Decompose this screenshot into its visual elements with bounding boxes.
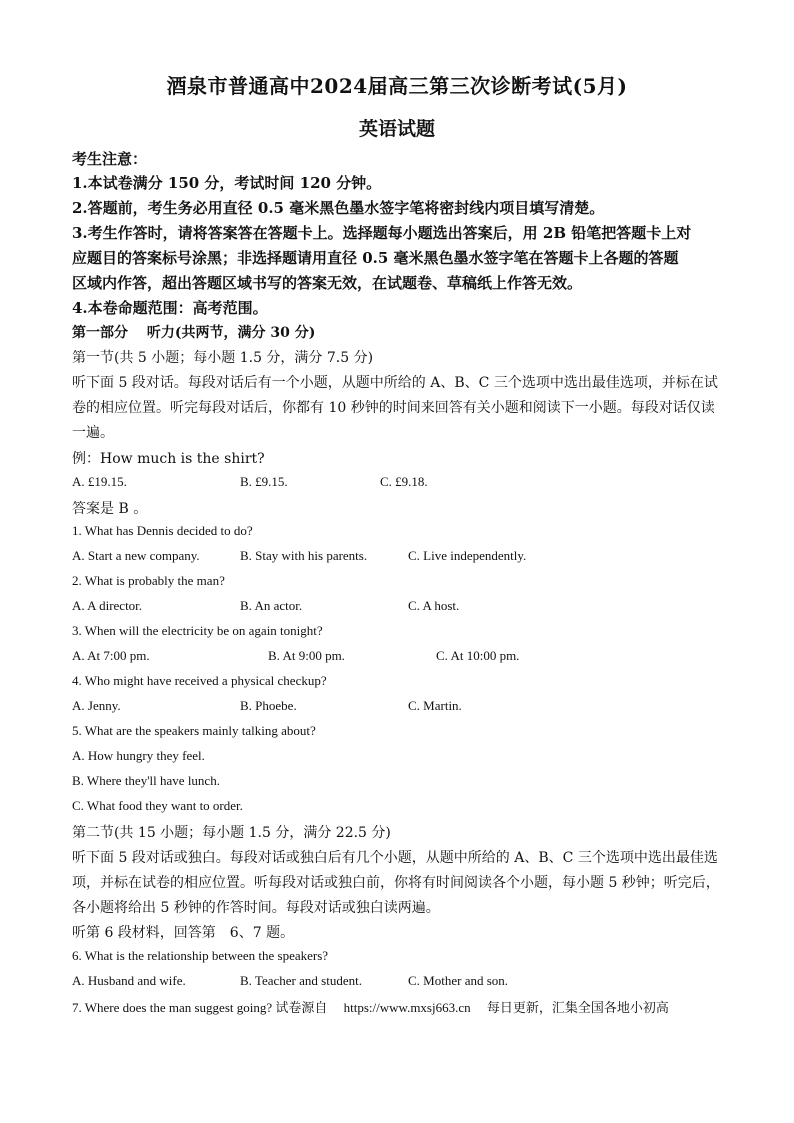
question-4-option-b: B. Phoebe. xyxy=(240,698,297,713)
section2-instructions-line-3: 各小题将给出 5 秒钟的作答时间。每段对话或独白读两遍。 xyxy=(72,900,440,916)
question-7: 7. Where does the man suggest going? 试卷源自 https://www.mxsj663.cn 每日更新，汇集全国各地小初高 xyxy=(72,1000,669,1015)
exam-title: 酒泉市普通高中2024届高三第三次诊断考试(5月) xyxy=(166,74,628,98)
example-question: 例：How much is the shirt? xyxy=(72,451,265,467)
example-option-a: A. £19.15. xyxy=(72,474,127,489)
question-6-option-c: C. Mother and son. xyxy=(408,973,509,988)
section1-instructions-line-1: 听下面 5 段对话。每段对话后有一个小题，从题中所给的 A、B、C 三个选项中选出最佳选项，并标在试 xyxy=(72,375,718,391)
question-4-option-c: C. Martin. xyxy=(408,698,462,713)
question-3: 3. When will the electricity be on again tonight? xyxy=(72,623,323,638)
section2-instructions-line-2: 项，并标在试卷的相应位置。听每段对话或独白前，你将有时间阅读各个小题，每小题 5 秒钟；听完后， xyxy=(72,875,720,891)
notice-item-3-line-3: 区域内作答，超出答题区域书写的答案无效，在试题卷、草稿纸上作答无效。 xyxy=(72,274,583,292)
question-2-option-b: B. An actor. xyxy=(240,598,303,613)
question-3-option-b: B. At 9:00 pm. xyxy=(268,648,345,663)
example-option-b: B. £9.15. xyxy=(240,474,288,489)
example-answer: 答案是 B 。 xyxy=(72,501,148,517)
question-5: 5. What are the speakers mainly talking about? xyxy=(72,723,316,738)
question-1-option-c: C. Live independently. xyxy=(408,548,527,563)
question-6-option-a: A. Husband and wife. xyxy=(72,973,186,988)
question-2-option-a: A. A director. xyxy=(72,598,143,613)
question-6: 6. What is the relationship between the speakers? xyxy=(72,948,329,963)
question-3-option-a: A. At 7:00 pm. xyxy=(72,648,150,663)
exam-subtitle: 英语试题 xyxy=(358,118,435,140)
section1-instructions-line-3: 一遍。 xyxy=(72,425,114,441)
section1-instructions-line-2: 卷的相应位置。听完每段对话后，你都有 10 秒钟的时间来回答有关小题和阅读下一小题。每段对话仅读 xyxy=(72,400,715,416)
question-5-option-a: A. How hungry they feel. xyxy=(72,748,205,763)
question-1-option-b: B. Stay with his parents. xyxy=(240,548,368,563)
question-1-option-a: A. Start a new company. xyxy=(72,548,200,563)
material-6-heading: 听第 6 段材料，回答第 6、7 题。 xyxy=(72,925,295,941)
notice-item-4: 4.本卷命题范围：高考范围。 xyxy=(72,299,268,317)
question-1: 1. What has Dennis decided to do? xyxy=(72,523,253,538)
example-option-c: C. £9.18. xyxy=(380,474,428,489)
question-4: 4. Who might have received a physical checkup? xyxy=(72,673,327,688)
question-5-option-b: B. Where they'll have lunch. xyxy=(72,773,220,788)
notice-heading: 考生注意： xyxy=(72,150,148,168)
question-5-option-c: C. What food they want to order. xyxy=(72,798,243,813)
notice-item-3-line-1: 3.考生作答时，请将答案答在答题卡上。选择题每小题选出答案后，用 2B 铅笔把答题卡上对 xyxy=(72,224,692,242)
section2-heading: 第二节(共 15 小题；每小题 1.5 分，满分 22.5 分) xyxy=(72,825,391,841)
question-2-option-c: C. A host. xyxy=(408,598,460,613)
question-2: 2. What is probably the man? xyxy=(72,573,225,588)
section1-heading: 第一节(共 5 小题；每小题 1.5 分，满分 7.5 分) xyxy=(72,350,374,366)
question-3-option-c: C. At 10:00 pm. xyxy=(436,648,520,663)
section2-instructions-line-1: 听下面 5 段对话或独白。每段对话或独白后有几个小题，从题中所给的 A、B、C 三个选项中选出最佳选 xyxy=(72,850,718,866)
notice-item-2: 2.答题前，考生务必用直径 0.5 毫米黑色墨水签字笔将密封线内项目填写清楚。 xyxy=(72,199,605,217)
question-4-option-a: A. Jenny. xyxy=(72,698,121,713)
question-6-option-b: B. Teacher and student. xyxy=(240,973,362,988)
notice-item-3-line-2: 应题目的答案标号涂黑；非选择题请用直径 0.5 毫米黑色墨水签字笔在答题卡上各题的答题 xyxy=(72,249,679,267)
notice-item-1: 1.本试卷满分 150 分，考试时间 120 分钟。 xyxy=(72,174,382,192)
part1-heading: 第一部分 听力(共两节，满分 30 分) xyxy=(72,325,316,341)
